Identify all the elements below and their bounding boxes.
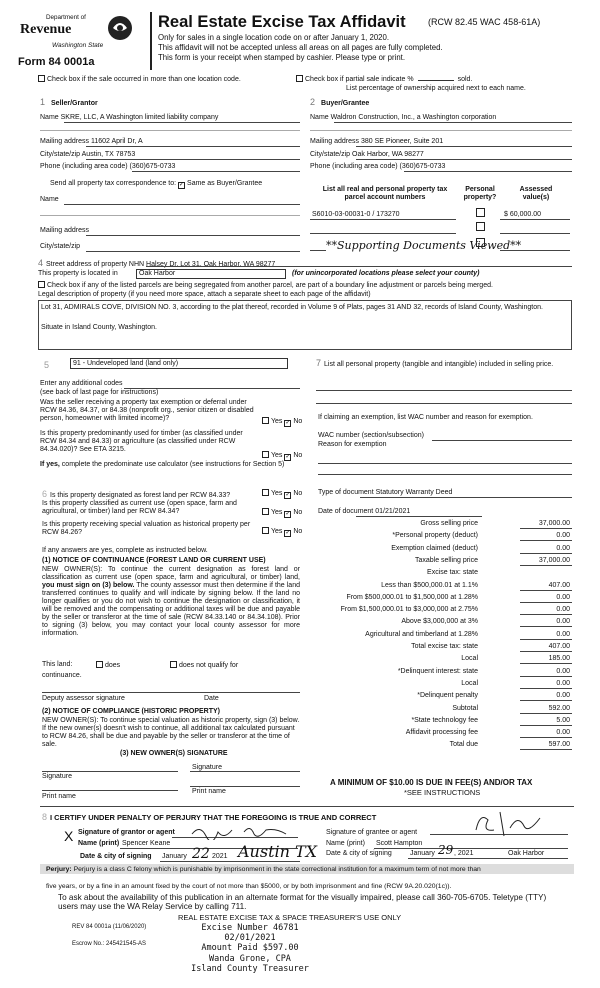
buyer-city-field[interactable]: Oak Harbor, WA 98277 bbox=[352, 151, 424, 158]
calc-label: *Personal property (deduct) bbox=[392, 532, 478, 540]
legal-label: Legal description of property (if you need more space, attach a separate sheet to each page of the affidavit) bbox=[38, 291, 371, 298]
grantor-signature bbox=[190, 822, 300, 840]
q1-no-checkbox[interactable]: ✓ bbox=[285, 420, 291, 426]
continuance-label: continuance. bbox=[42, 672, 82, 679]
buyer-heading bbox=[310, 97, 369, 108]
yes-label: Yes bbox=[271, 418, 283, 425]
s6-q2-yes-checkbox[interactable] bbox=[262, 508, 269, 515]
calc-value[interactable]: 0.00 bbox=[556, 532, 570, 540]
seller-phone-field[interactable]: (360)675-0733 bbox=[129, 163, 176, 170]
ifany-note: If any answers are yes, complete as instructed below. bbox=[42, 547, 208, 554]
doc-type-label: Type of document bbox=[318, 489, 374, 496]
cont-body-b: you must sign on (3) below. bbox=[42, 582, 135, 590]
personal-col-header: Personal property? bbox=[463, 186, 497, 202]
q2-yes-checkbox[interactable] bbox=[262, 451, 269, 458]
does-not-checkbox[interactable] bbox=[170, 661, 177, 668]
calc-label: Affidavit processing fee bbox=[405, 729, 478, 737]
ifyes-note bbox=[40, 461, 300, 469]
deputy-label: Deputy assessor signature bbox=[42, 695, 125, 702]
treasurer-label: REAL ESTATE EXCISE TAX & SPACE TREASURER'S USE ONLY bbox=[178, 913, 402, 922]
section-number: 4 bbox=[38, 258, 44, 268]
s6-q2: Is this property classified as current use (open space, farm and agricultural, or timber) land per RCW 84.34? bbox=[42, 500, 237, 516]
checkbox[interactable] bbox=[38, 75, 45, 82]
calc-value[interactable]: 0.00 bbox=[556, 679, 570, 687]
buyer-phone-row bbox=[310, 163, 445, 171]
legal-line-2: Situate in Island County, Washington. bbox=[41, 324, 157, 332]
this-land-row bbox=[42, 661, 72, 669]
seller-addr-label: Mailing address bbox=[40, 138, 90, 145]
stamp-date: 02/01/2021 bbox=[224, 933, 276, 944]
located-row bbox=[38, 270, 118, 278]
buyer-addr-row bbox=[310, 138, 443, 146]
grantor-name[interactable]: Spencer Keane bbox=[122, 840, 171, 847]
s6-q3-yesno bbox=[262, 527, 302, 537]
does-label: does bbox=[105, 662, 121, 669]
partial-sale-label: Check box if partial sale indicate % bbox=[305, 76, 414, 83]
located-label: This property is located in bbox=[38, 270, 118, 277]
calc-label: Subtotal bbox=[452, 704, 478, 712]
grantor-month[interactable]: January bbox=[162, 853, 187, 860]
accessibility-note: To ask about the availability of this publication in an alternate format for the visually impaired, please call 360-705-6705. Teletype (TTY) users may use the WA Relay Service by calling 711. bbox=[58, 893, 547, 912]
excise-number: Excise Number 46781 bbox=[201, 923, 299, 933]
doc-date-field[interactable]: 01/21/2021 bbox=[375, 508, 411, 515]
multi-location-label: Check box if the sale occurred in more than one location code. bbox=[47, 76, 241, 83]
note-1: Only for sales in a single location code on or after January 1, 2020. bbox=[158, 33, 390, 42]
personal-property-list bbox=[316, 358, 572, 369]
street-field[interactable]: NHN Halsey Dr, Lot 31, Oak Harbor, WA 98277 bbox=[128, 261, 276, 268]
doc-type-field[interactable]: Statutory Warranty Deed bbox=[375, 489, 453, 496]
calc-value[interactable]: 592.00 bbox=[548, 704, 570, 712]
calc-label: Agricultural and timberland at 1.28% bbox=[365, 630, 478, 638]
section-number: 8 bbox=[42, 812, 48, 822]
grantee-month[interactable]: January bbox=[410, 850, 435, 857]
list-pct-note: List percentage of ownership acquired next to each name. bbox=[346, 85, 526, 92]
no-label: No bbox=[293, 528, 303, 535]
assessed-value[interactable]: $ 60,000.00 bbox=[504, 211, 541, 218]
calc-label: *Delinquent interest: state bbox=[397, 667, 478, 675]
buyer-heading-label: Buyer/Grantee bbox=[321, 100, 370, 107]
signature-label-2: Signature bbox=[192, 764, 222, 771]
this-land-label: This land: bbox=[42, 661, 73, 668]
street-row bbox=[38, 258, 275, 269]
ifyes-rest: complete the predominate use calculator (see instructions for Section 5) bbox=[59, 461, 285, 468]
parcel-col-header: List all real and personal property tax parcel account numbers bbox=[322, 186, 448, 202]
certify-text: I CERTIFY UNDER PENALTY OF PERJURY THAT THE FOREGOING IS TRUE AND CORRECT bbox=[50, 813, 377, 822]
calc-label: *State technology fee bbox=[411, 716, 478, 724]
ifyes-bold: If yes, bbox=[40, 461, 60, 468]
no-label: No bbox=[293, 418, 303, 425]
continuance-heading: (1) NOTICE OF CONTINUANCE (FOREST LAND OR CURRENT USE) bbox=[42, 557, 266, 564]
doc-date-row bbox=[318, 508, 410, 516]
sold-label: sold. bbox=[457, 76, 473, 83]
corr-city-label: City/state/zip bbox=[40, 243, 81, 250]
same-as-buyer-label: Same as Buyer/Grantee bbox=[187, 180, 263, 187]
calc-value[interactable]: 0.00 bbox=[556, 593, 570, 601]
signature-label-1: Signature bbox=[42, 773, 72, 780]
corr-addr-label: Mailing address bbox=[40, 227, 90, 234]
s6-q1-no-checkbox[interactable]: ✓ bbox=[285, 492, 291, 498]
buyer-phone-label: Phone (including area code) bbox=[310, 163, 398, 170]
grantor-year[interactable]: 2021 bbox=[212, 853, 228, 860]
does-not-label: does not qualify for bbox=[179, 662, 239, 669]
correspondence-label: Send all property tax correspondence to: bbox=[50, 180, 177, 187]
cont-body-c: The county assessor must then determine if the land transferred continues to qualify and will indicate by signing below. If the land no longer qualifies or you do not wish to continue the designation or classification, it will be removed and the compensating or additional taxes will be due and payable by the seller or transferor at the time of sale (RCW 84.33.140 or 84.34.108). Prior to signing (3) below, you may contact your local county assessor for more information. bbox=[42, 582, 300, 638]
unincorp-note: (for unincorporated locations please select your county) bbox=[292, 270, 480, 277]
agency-top: Department of bbox=[46, 14, 86, 21]
no-label: No bbox=[293, 452, 303, 459]
grantee-name-label: Name (print) bbox=[326, 840, 365, 847]
q2-no-checkbox[interactable]: ✓ bbox=[285, 454, 291, 460]
seller-addr-row bbox=[40, 138, 143, 146]
new-owner-heading: (3) NEW OWNER(S) SIGNATURE bbox=[120, 750, 228, 757]
no-label: No bbox=[293, 490, 303, 497]
print-name-label-1: Print name bbox=[42, 793, 76, 800]
calc-label: Gross selling price bbox=[420, 520, 478, 527]
s6-q3-no-checkbox[interactable]: ✓ bbox=[285, 530, 291, 536]
doc-type-row bbox=[318, 489, 452, 497]
calc-value[interactable]: 0.00 bbox=[556, 729, 570, 737]
seller-addr-field[interactable]: 11602 April Dr, A bbox=[90, 138, 143, 145]
codes-sub: (see back of last page for instructions) bbox=[40, 389, 159, 396]
s6-q1 bbox=[42, 489, 230, 500]
perjury-line-1 bbox=[46, 866, 566, 874]
section-number: 7 bbox=[316, 358, 322, 368]
seller-name-field[interactable]: SKRE, LLC, A Washington limited liability company bbox=[60, 114, 219, 121]
yes-label: Yes bbox=[271, 528, 283, 535]
calc-value[interactable]: 0.00 bbox=[556, 544, 570, 552]
note-3: This form is your receipt when stamped by cashier. Please type or print. bbox=[158, 53, 406, 62]
s6-q3: Is this property receiving special valuation as historical property per RCW 84.26? bbox=[42, 521, 251, 537]
statute: (RCW 82.45 WAC 458-61A) bbox=[428, 17, 541, 27]
calc-value[interactable]: 0.00 bbox=[556, 667, 570, 675]
historic-heading: (2) NOTICE OF COMPLIANCE (HISTORIC PROPERTY) bbox=[42, 708, 220, 715]
assessed-col-header: Assessed value(s) bbox=[519, 186, 553, 202]
calc-value[interactable]: 597.00 bbox=[548, 741, 570, 749]
s6-q3-yes-checkbox[interactable] bbox=[262, 527, 269, 534]
s6-q2-yesno bbox=[262, 508, 302, 518]
legal-line-1: Lot 31, ADMIRALS COVE, DIVISION NO. 3, according to the plat thereof, recorded in Volume 9 of Plats, pages 31 AND 32, records of Island County, Washington. bbox=[41, 304, 543, 311]
calc-value[interactable]: 185.00 bbox=[548, 655, 570, 663]
continuance-body bbox=[42, 566, 300, 638]
buyer-name-row bbox=[310, 114, 496, 122]
calc-value[interactable]: 407.00 bbox=[548, 643, 570, 650]
supporting-docs-stamp: **Supporting Documents Viewed** bbox=[326, 239, 522, 252]
s6-q1-label: Is this property designated as forest land per RCW 84.33? bbox=[50, 492, 231, 499]
calc-label: *Delinquent penalty bbox=[417, 692, 478, 700]
receipt-stamp bbox=[150, 923, 350, 974]
yes-label: Yes bbox=[271, 452, 283, 459]
seller-heading bbox=[40, 97, 98, 108]
seller-phone-label: Phone (including area code) bbox=[40, 163, 128, 170]
personal-property-checkbox[interactable] bbox=[476, 208, 485, 217]
calc-label: Exemption claimed (deduct) bbox=[391, 544, 478, 552]
grantor-name-label: Name (print) bbox=[78, 840, 120, 847]
parcel-number[interactable]: S6010-03-00031-0 / 173270 bbox=[312, 211, 400, 218]
calc-label: From $1,500,000.01 to $3,000,000 at 2.75% bbox=[340, 606, 478, 614]
land-use-select[interactable]: 91 - Undeveloped land (land only) bbox=[70, 358, 288, 369]
minimum-note: A MINIMUM OF $10.00 IS DUE IN FEE(S) AND/OR TAX bbox=[330, 778, 533, 787]
street-label: Street address of property bbox=[46, 261, 127, 268]
segregated-label: Check box if any of the listed parcels are being segregated from another parcel, are part of a boundary line adjustment or parcels being merged. bbox=[47, 282, 493, 289]
checkbox[interactable] bbox=[296, 75, 303, 82]
s6-q2-no-checkbox[interactable]: ✓ bbox=[285, 511, 291, 517]
calc-label: Local bbox=[461, 679, 478, 687]
grantor-day[interactable]: 22 bbox=[192, 846, 210, 862]
seller-phone-row bbox=[40, 163, 175, 171]
does-not-check[interactable] bbox=[170, 661, 238, 670]
s6-q1-yesno bbox=[262, 489, 302, 499]
buyer-addr-field[interactable]: 380 SE Pioneer, Suite 201 bbox=[360, 138, 444, 145]
s6-q1-yes-checkbox[interactable] bbox=[262, 489, 269, 496]
calc-value[interactable]: 0.00 bbox=[556, 692, 570, 700]
exemption-label: If claiming an exemption, list WAC number and reason for exemption. bbox=[318, 414, 533, 421]
date-label: Date bbox=[204, 695, 219, 702]
does-checkbox[interactable] bbox=[96, 661, 103, 668]
q1-exemption: Was the seller receiving a property tax exemption or deferral under RCW 84.36, 84.37, or 84.38 (nonprofit org., senior citizen or disabled person, homeowner with limited income)? bbox=[40, 399, 254, 423]
grantee-name[interactable]: Scott Hampton bbox=[376, 840, 423, 847]
personal-property-checkbox-3[interactable] bbox=[476, 238, 485, 247]
q2-timber: Is this property predominantly used for timber (as classified under RCW 84.34 and 84.33) or agriculture (as classified under RCW 84.34.020)? See ETA 3215. bbox=[40, 430, 243, 454]
section-number: 1 bbox=[40, 97, 46, 107]
note-2: This affidavit will not be accepted unless all areas on all pages are fully completed. bbox=[158, 43, 443, 52]
seller-name-label: Name bbox=[40, 114, 59, 121]
perjury-line-2: five years, or by a fine in an amount fixed by the court of not more than $5000, or by both imprisonment and fine (RCW 9A.20.020(1c)). bbox=[46, 883, 452, 890]
amount-paid: Amount Paid $597.00 bbox=[201, 943, 299, 954]
buyer-name-field[interactable]: Waldron Construction, Inc., a Washington corporation bbox=[330, 114, 497, 121]
yes-label: Yes bbox=[271, 490, 283, 497]
same-as-buyer-checkbox[interactable]: ✓ bbox=[179, 182, 185, 188]
historic-body: NEW OWNER(S): To continue special valuation as historic property, sign (3) below. If the new owner(s) doesn't wish to continue, all additional tax calculated pursuant to RCW 84.26, shall be due and payable by the seller or transferor at the time of sale. bbox=[42, 717, 300, 749]
calc-label: Taxable selling price bbox=[414, 556, 478, 564]
buyer-addr-label: Mailing address bbox=[310, 138, 360, 145]
segregated-check[interactable] bbox=[38, 281, 493, 290]
partial-sale-check[interactable] bbox=[296, 75, 472, 84]
personal-list-label: List all personal property (tangible and intangible) included in selling price. bbox=[324, 361, 554, 368]
calc-label: From $500,000.01 to $1,500,000 at 1.28% bbox=[346, 593, 478, 601]
personal-property-checkbox-2[interactable] bbox=[476, 222, 485, 231]
agency-sub: Washington State bbox=[52, 42, 104, 49]
calc-value[interactable]: 37,000.00 bbox=[538, 556, 570, 564]
seller-name-row bbox=[40, 114, 300, 122]
grantor-city[interactable]: Austin TX bbox=[238, 842, 318, 861]
cont-body-a: NEW OWNER(S): To continue the current designation as forest land or classification as current use (open space, farm and agricultural, or timber) land, bbox=[42, 566, 300, 582]
calc-value[interactable]: 37,000.00 bbox=[538, 520, 570, 527]
section-number: 2 bbox=[310, 97, 316, 107]
q2-yesno bbox=[262, 451, 302, 461]
sig-grantee-label: Signature of grantee or agent bbox=[326, 829, 418, 836]
calc-label: Total excise tax: state bbox=[411, 643, 478, 650]
section-5-number: 5 bbox=[44, 360, 50, 370]
calc-value[interactable]: 0.00 bbox=[556, 618, 570, 626]
does-check[interactable] bbox=[96, 661, 120, 670]
located-select[interactable]: Oak Harbor bbox=[136, 269, 286, 279]
reason-label: Reason for exemption bbox=[318, 441, 387, 448]
agency-logo bbox=[14, 14, 144, 54]
q1-yes-checkbox[interactable] bbox=[262, 417, 269, 424]
checkbox[interactable] bbox=[38, 281, 45, 288]
section-number: 6 bbox=[42, 489, 48, 499]
form-number: Form 84 0001a bbox=[18, 56, 95, 68]
seller-heading-label: Seller/Grantor bbox=[51, 100, 98, 107]
seller-city-field[interactable]: Austin, TX 78753 bbox=[81, 151, 136, 158]
page-title: Real Estate Excise Tax Affidavit bbox=[158, 13, 406, 31]
grantee-year[interactable]: , 2021 bbox=[454, 850, 474, 857]
grantor-x-mark: X bbox=[64, 828, 74, 844]
rev-number: REV 84 0001a (11/06/2020) bbox=[72, 924, 147, 930]
yes-label: Yes bbox=[271, 509, 283, 516]
sig-grantor-label: Signature of grantor or agent bbox=[78, 829, 175, 836]
grantee-city[interactable]: Oak Harbor bbox=[508, 850, 545, 857]
codes-label: Enter any additional codes bbox=[40, 380, 123, 387]
calc-label: Less than $500,000.01 at 1.1% bbox=[381, 581, 478, 589]
perjury-label: Perjury: bbox=[46, 866, 72, 873]
calc-label: Total due bbox=[449, 741, 478, 749]
correspondence-row bbox=[50, 180, 262, 189]
calc-value[interactable]: 0.00 bbox=[556, 630, 570, 638]
see-instructions: *SEE INSTRUCTIONS bbox=[404, 788, 481, 797]
doc-date-label: Date of document bbox=[318, 508, 374, 515]
buyer-city-row bbox=[310, 151, 424, 159]
escrow-number: Escrow No.: 245421545-AS bbox=[72, 941, 147, 947]
calc-value[interactable]: 407.00 bbox=[548, 581, 570, 589]
wa-seal-icon bbox=[106, 14, 134, 42]
perjury-text: Perjury is a class C felony which is punishable by imprisonment in the state correctional institution for a maximum term of not more than bbox=[71, 866, 481, 873]
seller-city-row bbox=[40, 151, 135, 159]
wac-label: WAC number (section/subsection) bbox=[318, 432, 424, 439]
buyer-city-label: City/state/zip bbox=[310, 151, 351, 158]
q1-yesno bbox=[262, 417, 302, 427]
print-name-label-2: Print name bbox=[192, 788, 226, 795]
buyer-name-label: Name bbox=[310, 114, 329, 121]
grantee-signature bbox=[470, 808, 550, 838]
no-label: No bbox=[293, 509, 303, 516]
grantor-date-label: Date & city of signing bbox=[80, 853, 152, 860]
seller-city-label: City/state/zip bbox=[40, 151, 81, 158]
clerk-name: Wanda Grone, CPA bbox=[209, 953, 291, 964]
agency-name: Revenue bbox=[20, 22, 72, 37]
calc-label: Above $3,000,000 at 3% bbox=[401, 618, 478, 626]
multi-location-check[interactable] bbox=[38, 75, 241, 84]
calc-value[interactable]: 5.00 bbox=[556, 716, 570, 724]
corr-name-label: Name bbox=[40, 196, 59, 203]
treasurer-office: Island County Treasurer bbox=[191, 963, 309, 974]
legal-description-box[interactable] bbox=[38, 300, 572, 350]
buyer-phone-field[interactable]: (360)675-0733 bbox=[399, 163, 446, 170]
calc-value[interactable]: 0.00 bbox=[556, 606, 570, 614]
grantee-date-label: Date & city of signing bbox=[326, 850, 392, 857]
calc-label: Local bbox=[461, 655, 478, 663]
grantee-day[interactable]: 29 bbox=[438, 843, 454, 857]
calc-label: Excise tax: state bbox=[427, 569, 478, 577]
